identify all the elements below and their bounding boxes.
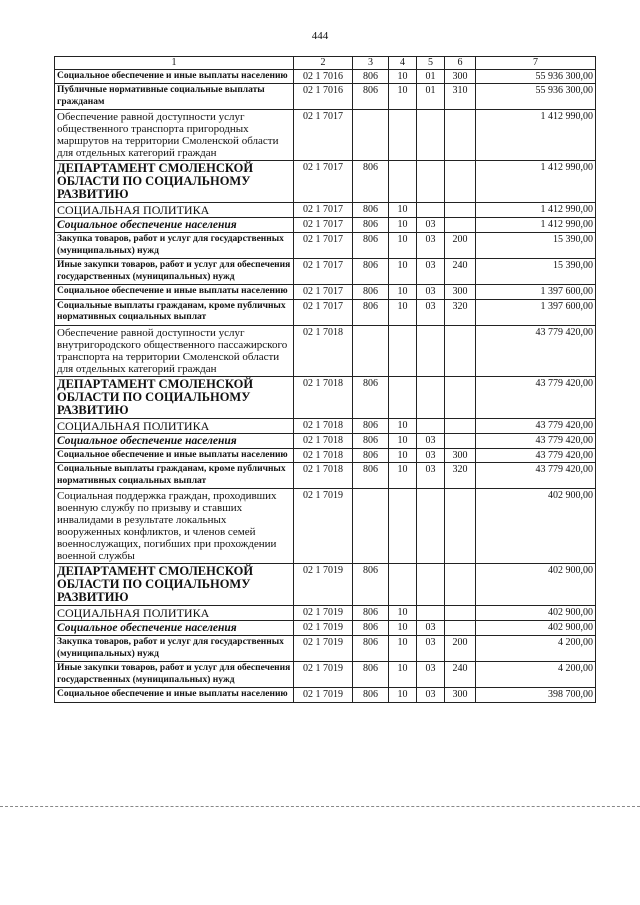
row-name: Закупка товаров, работ и услуг для государственных (муниципальных) нужд [55, 233, 294, 259]
row-department-code: 806 [353, 463, 389, 489]
row-subsection-code: 01 [417, 69, 445, 84]
row-code: 02 1 7019 [294, 636, 353, 662]
row-name: Иные закупки товаров, работ и услуг для обеспечения государственных (муниципальных) нужд [55, 259, 294, 285]
row-code: 02 1 7018 [294, 325, 353, 376]
row-department-code: 806 [353, 376, 389, 418]
row-amount: 43 779 420,00 [476, 325, 596, 376]
row-name: ДЕПАРТАМЕНТ СМОЛЕНСКОЙ ОБЛАСТИ ПО СОЦИАЛЬНОМУ РАЗВИТИЮ [55, 376, 294, 418]
row-amount: 43 779 420,00 [476, 376, 596, 418]
row-subsection-code [417, 606, 445, 621]
table-row [55, 299, 596, 325]
row-amount: 1 412 990,00 [476, 110, 596, 161]
row-amount: 15 390,00 [476, 259, 596, 285]
row-code: 02 1 7016 [294, 69, 353, 84]
row-expense-type [445, 203, 476, 218]
row-department-code: 806 [353, 433, 389, 448]
row-amount: 43 779 420,00 [476, 448, 596, 463]
row-expense-type [445, 564, 476, 606]
row-expense-type: 310 [445, 84, 476, 110]
row-amount: 402 900,00 [476, 489, 596, 564]
row-section-code: 10 [389, 203, 417, 218]
table-row [55, 376, 596, 418]
table-row [55, 636, 596, 662]
row-department-code [353, 489, 389, 564]
row-name: Иные закупки товаров, работ и услуг для обеспечения государственных (муниципальных) нужд [55, 662, 294, 688]
row-amount: 4 200,00 [476, 636, 596, 662]
row-expense-type [445, 218, 476, 233]
row-amount: 43 779 420,00 [476, 433, 596, 448]
row-amount: 1 412 990,00 [476, 218, 596, 233]
row-section-code: 10 [389, 285, 417, 300]
row-code: 02 1 7018 [294, 376, 353, 418]
row-expense-type [445, 433, 476, 448]
row-subsection-code [417, 418, 445, 433]
row-section-code [389, 564, 417, 606]
row-expense-type [445, 621, 476, 636]
row-subsection-code: 03 [417, 448, 445, 463]
row-section-code: 10 [389, 688, 417, 703]
row-amount: 398 700,00 [476, 688, 596, 703]
row-code: 02 1 7018 [294, 448, 353, 463]
row-code: 02 1 7019 [294, 489, 353, 564]
table-row [55, 84, 596, 110]
row-section-code: 10 [389, 233, 417, 259]
row-subsection-code [417, 325, 445, 376]
row-code: 02 1 7017 [294, 161, 353, 203]
row-section-code: 10 [389, 636, 417, 662]
table-row [55, 688, 596, 703]
row-amount: 402 900,00 [476, 564, 596, 606]
row-amount: 402 900,00 [476, 621, 596, 636]
row-section-code [389, 376, 417, 418]
row-name: СОЦИАЛЬНАЯ ПОЛИТИКА [55, 203, 294, 218]
row-expense-type: 300 [445, 285, 476, 300]
row-expense-type: 200 [445, 233, 476, 259]
row-name: СОЦИАЛЬНАЯ ПОЛИТИКА [55, 606, 294, 621]
row-amount: 4 200,00 [476, 662, 596, 688]
row-section-code: 10 [389, 69, 417, 84]
row-expense-type [445, 376, 476, 418]
row-code: 02 1 7017 [294, 110, 353, 161]
row-subsection-code [417, 161, 445, 203]
row-department-code: 806 [353, 636, 389, 662]
row-department-code: 806 [353, 84, 389, 110]
row-department-code: 806 [353, 564, 389, 606]
row-section-code: 10 [389, 448, 417, 463]
row-section-code: 10 [389, 259, 417, 285]
row-subsection-code: 03 [417, 233, 445, 259]
table-row [55, 69, 596, 84]
row-subsection-code: 03 [417, 662, 445, 688]
header-col-6: 6 [445, 57, 476, 70]
row-department-code: 806 [353, 218, 389, 233]
row-code: 02 1 7017 [294, 218, 353, 233]
row-section-code: 10 [389, 621, 417, 636]
row-department-code: 806 [353, 285, 389, 300]
row-amount: 55 936 300,00 [476, 84, 596, 110]
row-department-code: 806 [353, 688, 389, 703]
row-section-code: 10 [389, 218, 417, 233]
row-amount: 1 412 990,00 [476, 203, 596, 218]
row-section-code [389, 489, 417, 564]
header-col-7: 7 [476, 57, 596, 70]
row-subsection-code: 03 [417, 688, 445, 703]
table-row [55, 564, 596, 606]
row-amount: 55 936 300,00 [476, 69, 596, 84]
table-row [55, 233, 596, 259]
row-name: Социальные выплаты гражданам, кроме публичных нормативных социальных выплат [55, 299, 294, 325]
row-section-code: 10 [389, 299, 417, 325]
row-department-code: 806 [353, 299, 389, 325]
row-expense-type: 240 [445, 662, 476, 688]
row-code: 02 1 7019 [294, 662, 353, 688]
row-amount: 43 779 420,00 [476, 418, 596, 433]
row-name: Социальное обеспечение и иные выплаты населению [55, 69, 294, 84]
row-code: 02 1 7019 [294, 564, 353, 606]
table-row [55, 662, 596, 688]
row-amount: 1 412 990,00 [476, 161, 596, 203]
row-name: Закупка товаров, работ и услуг для государственных (муниципальных) нужд [55, 636, 294, 662]
row-name: Социальное обеспечение и иные выплаты населению [55, 448, 294, 463]
row-subsection-code [417, 203, 445, 218]
row-department-code: 806 [353, 606, 389, 621]
row-amount: 1 397 600,00 [476, 285, 596, 300]
row-code: 02 1 7016 [294, 84, 353, 110]
row-expense-type: 300 [445, 448, 476, 463]
table-row [55, 448, 596, 463]
row-code: 02 1 7018 [294, 433, 353, 448]
row-expense-type: 200 [445, 636, 476, 662]
row-expense-type [445, 161, 476, 203]
table-row [55, 285, 596, 300]
row-name: СОЦИАЛЬНАЯ ПОЛИТИКА [55, 418, 294, 433]
table-row [55, 418, 596, 433]
row-name: Социальная поддержка граждан, проходивших военную службу по призыву и ставших инвалидами в результате локальных вооруженных конфликтов, и членов семей военнослужащих, погибших при прохождении военной службы [55, 489, 294, 564]
row-name: Социальное обеспечение населения [55, 433, 294, 448]
row-name: Социальные выплаты гражданам, кроме публичных нормативных социальных выплат [55, 463, 294, 489]
row-expense-type: 300 [445, 688, 476, 703]
row-name: Обеспечение равной доступности услуг внутригородского общественного пассажирского транспорта на территории Смоленской области для отдельных категорий граждан [55, 325, 294, 376]
table-row [55, 433, 596, 448]
row-subsection-code: 03 [417, 433, 445, 448]
row-department-code: 806 [353, 233, 389, 259]
row-department-code: 806 [353, 203, 389, 218]
header-col-2: 2 [294, 57, 353, 70]
row-name: Социальное обеспечение и иные выплаты населению [55, 285, 294, 300]
row-department-code: 806 [353, 161, 389, 203]
row-code: 02 1 7019 [294, 688, 353, 703]
row-expense-type [445, 110, 476, 161]
row-amount: 15 390,00 [476, 233, 596, 259]
row-code: 02 1 7017 [294, 203, 353, 218]
row-code: 02 1 7017 [294, 233, 353, 259]
row-name: Публичные нормативные социальные выплаты гражданам [55, 84, 294, 110]
row-expense-type: 300 [445, 69, 476, 84]
row-expense-type [445, 606, 476, 621]
row-expense-type [445, 418, 476, 433]
row-expense-type [445, 489, 476, 564]
row-section-code: 10 [389, 463, 417, 489]
row-subsection-code: 03 [417, 463, 445, 489]
row-department-code: 806 [353, 662, 389, 688]
row-subsection-code: 03 [417, 299, 445, 325]
row-amount: 1 397 600,00 [476, 299, 596, 325]
header-col-1: 1 [55, 57, 294, 70]
row-section-code: 10 [389, 84, 417, 110]
table-row [55, 203, 596, 218]
table-row [55, 161, 596, 203]
header-row [55, 57, 596, 70]
row-section-code [389, 110, 417, 161]
table-row [55, 325, 596, 376]
row-subsection-code: 03 [417, 621, 445, 636]
row-subsection-code: 03 [417, 636, 445, 662]
row-expense-type: 240 [445, 259, 476, 285]
table-row [55, 259, 596, 285]
row-department-code [353, 110, 389, 161]
row-subsection-code [417, 110, 445, 161]
row-section-code [389, 325, 417, 376]
row-subsection-code [417, 564, 445, 606]
row-amount: 43 779 420,00 [476, 463, 596, 489]
row-section-code: 10 [389, 433, 417, 448]
row-name: Социальное обеспечение и иные выплаты населению [55, 688, 294, 703]
row-subsection-code: 03 [417, 285, 445, 300]
row-subsection-code: 03 [417, 259, 445, 285]
row-code: 02 1 7017 [294, 299, 353, 325]
row-section-code: 10 [389, 418, 417, 433]
header-col-5: 5 [417, 57, 445, 70]
row-department-code: 806 [353, 418, 389, 433]
row-name: ДЕПАРТАМЕНТ СМОЛЕНСКОЙ ОБЛАСТИ ПО СОЦИАЛЬНОМУ РАЗВИТИЮ [55, 564, 294, 606]
row-subsection-code: 03 [417, 218, 445, 233]
row-code: 02 1 7017 [294, 259, 353, 285]
row-section-code: 10 [389, 662, 417, 688]
table-row [55, 489, 596, 564]
row-expense-type: 320 [445, 463, 476, 489]
row-name: Социальное обеспечение населения [55, 218, 294, 233]
header-col-3: 3 [353, 57, 389, 70]
row-code: 02 1 7017 [294, 285, 353, 300]
row-expense-type [445, 325, 476, 376]
header-col-4: 4 [389, 57, 417, 70]
row-expense-type: 320 [445, 299, 476, 325]
row-code: 02 1 7018 [294, 418, 353, 433]
row-department-code: 806 [353, 69, 389, 84]
page-number: 444 [311, 30, 329, 42]
row-name: Обеспечение равной доступности услуг общественного транспорта пригородных маршрутов на территории Смоленской области для отдельных категорий граждан [55, 110, 294, 161]
row-department-code: 806 [353, 259, 389, 285]
row-name: Социальное обеспечение населения [55, 621, 294, 636]
row-section-code [389, 161, 417, 203]
row-code: 02 1 7018 [294, 463, 353, 489]
row-department-code: 806 [353, 621, 389, 636]
scan-dashed-line [0, 806, 640, 807]
row-name: ДЕПАРТАМЕНТ СМОЛЕНСКОЙ ОБЛАСТИ ПО СОЦИАЛЬНОМУ РАЗВИТИЮ [55, 161, 294, 203]
budget-table [54, 56, 596, 703]
row-code: 02 1 7019 [294, 606, 353, 621]
table-row [55, 606, 596, 621]
table-row [55, 463, 596, 489]
table-row [55, 110, 596, 161]
row-subsection-code [417, 376, 445, 418]
row-department-code [353, 325, 389, 376]
row-department-code: 806 [353, 448, 389, 463]
row-code: 02 1 7019 [294, 621, 353, 636]
row-subsection-code: 01 [417, 84, 445, 110]
table-row [55, 218, 596, 233]
table-row [55, 621, 596, 636]
row-subsection-code [417, 489, 445, 564]
row-amount: 402 900,00 [476, 606, 596, 621]
row-section-code: 10 [389, 606, 417, 621]
